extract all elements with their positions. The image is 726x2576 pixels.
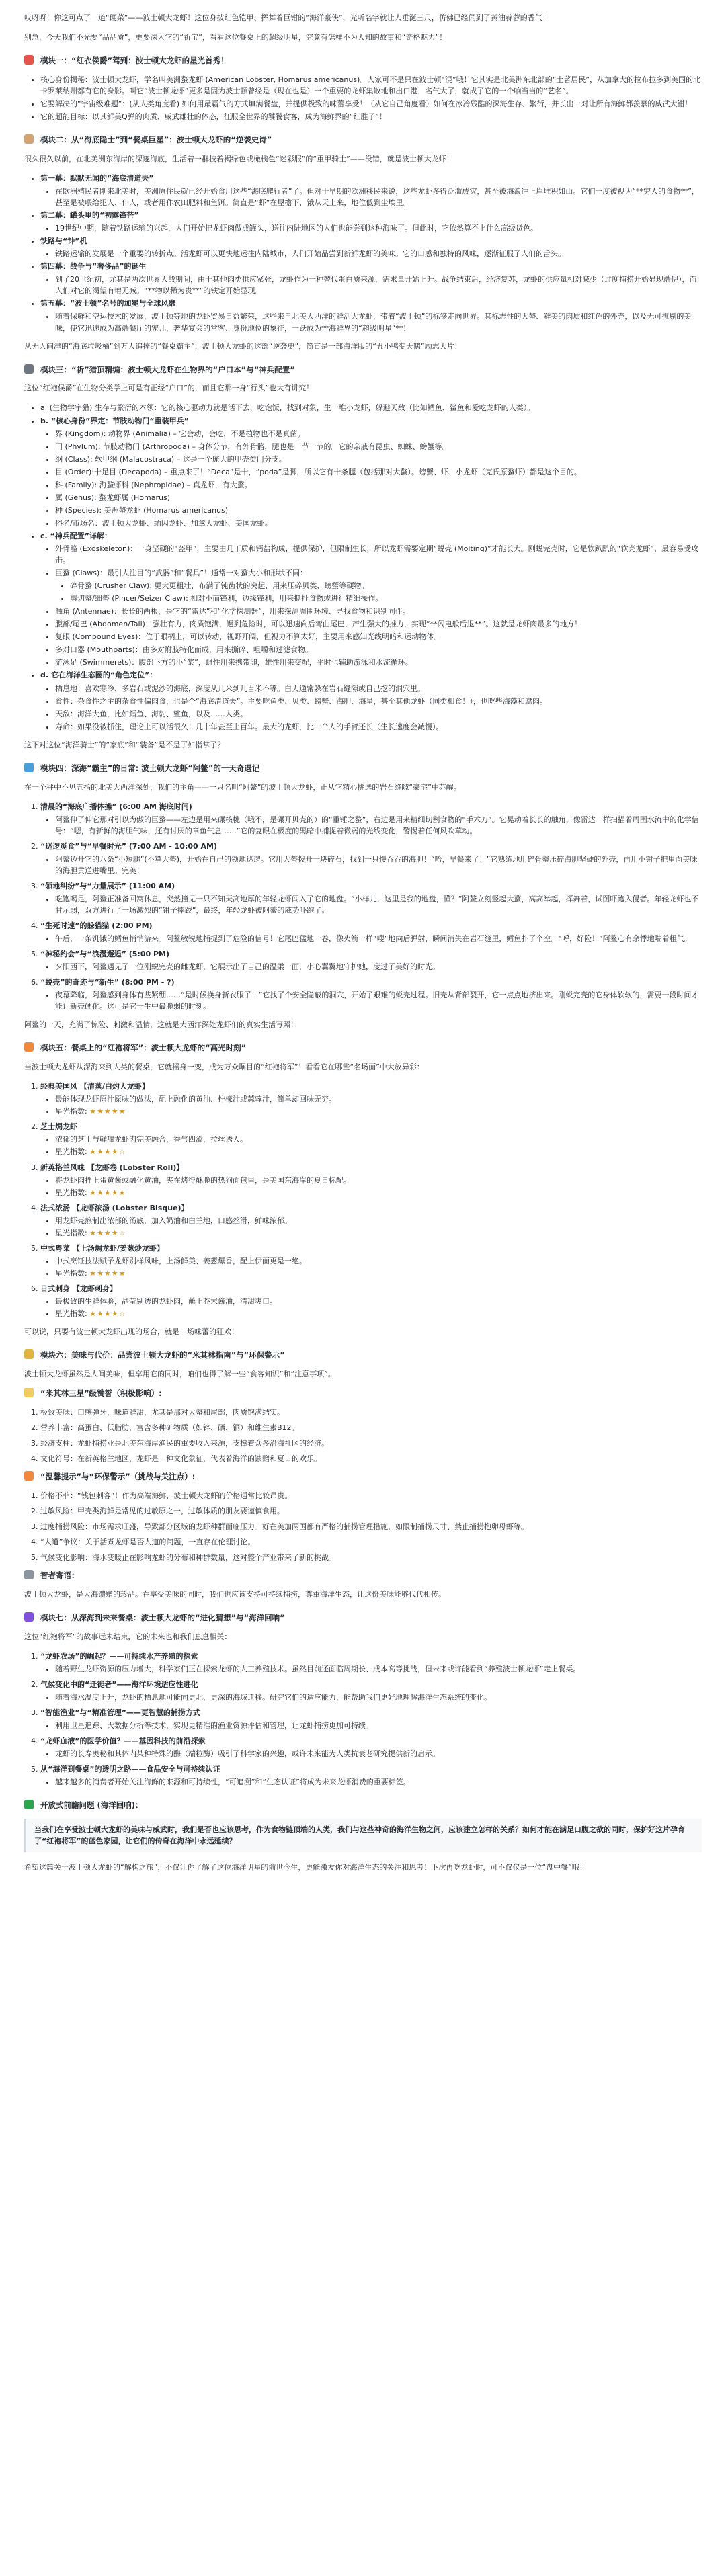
module-4-lead: 在一个秤中不见五指的北美大西洋深处，我们的主角——一只名叫“阿鳌”的波士顿大龙虾，正从它精心挑选的岩石缝隙“豪宅”中苏醒。 — [24, 782, 461, 792]
taxonomy-row: • 界 (Kingdom): 动物界 (Animalia) – 它会动，会吃，不是植物也不是真菌。 — [55, 428, 702, 440]
list-subitem: • 利用卫星追踪、大数据分析等技术，实现更精准的渔业资源评估和管理，让龙虾捕捞更加可持续。 — [55, 1720, 702, 1731]
feature-item-head: 巨螯 (Claws)：最引人注目的“武器”和“餐具”！通常一对螯大小和形状不同： — [55, 569, 308, 578]
list-item — [40, 801, 702, 837]
list-item-head: d. 它在海洋生态圈的“角色定位”： — [40, 671, 157, 680]
dish-desc: • 中式烹饪技法赋予龙虾别样风味，上汤鲜美、姜葱爆香，配上伊面更是一绝。 — [55, 1255, 702, 1267]
list-item: 2. 营养丰富：高蛋白、低脂肪，富含多种矿物质（如锌、硒、铜）和维生素B12。 — [40, 1422, 702, 1434]
dish-name: 中式粤菜 【上汤焗龙虾/姜葱炒龙虾】 — [40, 1243, 164, 1253]
module-6-sub-c-title — [24, 1570, 702, 1582]
dish-item — [40, 1243, 702, 1279]
list-item — [40, 261, 702, 296]
list-item — [40, 235, 702, 259]
intro-paragraph-2: 别急，今天我们不光要“品品质”，更要深入它的“祈宝”，看看这位餐桌上的超级明星，究竟有怎样不为人知的故事和“奇格魅力”！ — [24, 33, 447, 42]
feature-item: • 腹部/尾巴 (Abdomen/Tail)：强壮有力，肉质饱满，遇到危险时，可以迅速向后弯曲尾巴，产生强大的推力，实现“**闪电般后退**”。这就是龙虾肉最多的地方！ — [55, 618, 702, 630]
list-item: • 它要解决的“宇宙级难题”：(从人类角度看) 如何用最霸气的方式填满餐盘，并提供极致的味蕾享受！（从它自己角度看）如何在冰冷残酷的深海生存、繁衍，并长出一对让所有海鲜都羡慕的威武大钳！ — [40, 98, 702, 110]
list-item: 4. “人道”争议：关于活煮龙虾是否人道的问题，一直存在伦理讨论。 — [40, 1536, 702, 1548]
list-item — [40, 920, 702, 944]
module-4-title-text: 模块四：深海“霸主”的日常: 波士顿大龙虾“阿鳌”的一天奇遇记 — [40, 763, 260, 773]
list-subitem: • 19世纪中期，随着铁路运输的兴起，人们开始把龙虾肉做成罐头，送往内陆地区的人们也能尝到这种海味了。但此时，它依然算不上什么高级货色。 — [55, 222, 702, 234]
list-item-head: “领地纠纷”与“力量展示” (11:00 AM) — [40, 881, 175, 890]
list-item — [40, 173, 702, 208]
star-rating: ★★★★★ — [89, 1268, 126, 1278]
feature-item: • 多对口器 (Mouthparts)：由多对附肢特化而成，用来撕碎、咀嚼和过滤食物。 — [55, 644, 702, 655]
list-item-head: “智能渔业”与“精准管理”——更智慧的捕捞方式 — [40, 1708, 200, 1717]
list-item — [40, 1735, 702, 1759]
dish-desc: • 用龙虾壳熬制出浓郁的汤底，加入奶油和白兰地，口感丝滑，鲜味浓郁。 — [55, 1215, 702, 1227]
feature-item: • 复眼 (Compound Eyes)：位于眼柄上，可以转动，视野开阔，但视力不算太好，主要用来感知光线明暗和运动物体。 — [55, 631, 702, 642]
list-item: 3. 过度捕捞风险：市场需求旺盛，导致部分区域的龙虾种群面临压力。好在美加两国都有严格的捕捞管理措施，如限制捕捞尺寸、禁止捕捞抱卵母虾等。 — [40, 1521, 702, 1532]
list-item-head: 清晨的“海底广播体操” (6:00 AM 海底时间) — [40, 802, 192, 811]
globe-icon — [24, 1800, 34, 1809]
list-item-head: 从“海洋到餐桌”的透明之路——食品安全与可持续认证 — [40, 1765, 220, 1774]
star-rating: ★★★★☆ — [89, 1309, 126, 1319]
module-6-sub-b-title-text: “温馨提示”与“环保警示”（挑战与关注点）: — [40, 1472, 196, 1481]
ecology-row: • 栖息地：喜欢寒冷、多岩石或泥沙的海底，深度从几米到几百米不等。白天通常躲在岩石缝隙或自己挖的洞穴里。 — [55, 683, 702, 694]
module-7-lead: 这位“红袍将军”的故事远未结束，它的未来也和我们息息相关： — [24, 1632, 232, 1641]
dish-name: 新英格兰风味 【龙虾卷 (Lobster Roll)】 — [40, 1163, 184, 1172]
module-6-sub-a-title-text: “米其林三星”级赞誉（积极影响）: — [40, 1388, 162, 1398]
list-subitem: • 夕阳西下，阿鳌遇见了一位刚蜕完壳的雌龙虾，它展示出了自己的温柔一面，小心翼翼地守护她，度过了美好的时光。 — [55, 961, 702, 972]
thumbs-up-icon — [24, 1388, 34, 1397]
list-item-head: 铁路与“钟”机 — [40, 237, 87, 246]
ecology-row: • 食性：杂食性之主的杂食性偏肉食，也是个“海底清道夫”。主要吃鱼类、贝类、螃蟹、海胆、海星，甚至其他龙虾（同类相食！），也吃些海藻和腐肉。 — [55, 696, 702, 707]
module-1-title-text: 模块一：“红衣侯爵”驾到：波士顿大龙虾的星光首秀！ — [40, 56, 229, 66]
dish-desc: • 最能体现龙虾原汁原味的做法，配上融化的黄油、柠檬汁或蒜蓉汁，简单却回味无穷。 — [55, 1093, 702, 1105]
module-5-lead: 当波士顿大龙虾从深海来到人类的餐桌，它就摇身一变，成为万众瞩目的“红袍将军”！看看它在哪些“名场面”中大放异彩： — [24, 1063, 424, 1072]
list-item-head: “龙虾血液”的医学价值？——基因科技的前沿探索 — [40, 1737, 206, 1746]
list-subitem: • 随着保鲜和空运技术的发展，波士顿等地的龙虾贸易日益繁荣，这些来自北美大西洋的鲜活大龙虾，带着“波士顿”的标签走向世界。其标志性的大螯、鲜美的肉质和红色的外壳，以及无可挑剔的美味，使它迅速成为高端餐厅的宠儿，奢华宴会的常客、身份地位的象征，一跃成为**海鲜界的“超级明星”**！ — [55, 310, 702, 333]
module-5-title-text: 模块五：餐桌上的“红袍将军”：波士顿大龙虾的“高光时刻” — [40, 1043, 247, 1053]
module-5-outro: 可以说，只要有波士顿大龙虾出现的场合，就是一场味蕾的狂欢！ — [24, 1327, 239, 1337]
dish-name: 芝士焗龙虾 — [40, 1122, 77, 1132]
list-item: 5. 气候变化影响：海水变暖正在影响龙虾的分布和种群数量，这对整个产业带来了新的挑战。 — [40, 1552, 702, 1563]
list-subitem: • 越来越多的消费者开始关注海鲜的来源和可持续性，“可追溯”和“生态认证”将成为未来龙虾消费的重要标签。 — [55, 1776, 702, 1788]
list-item: 1. 极致美味：口感弹牙，味道鲜甜，尤其是那对大螯和尾部，肉质饱满结实。 — [40, 1407, 702, 1418]
module-2-lead: 很久很久以前，在北美洲东海岸的深邃海底，生活着一群披着褐绿色或橄榄色“迷彩服”的“重甲骑士”——没错，就是波士顿大龙虾！ — [24, 154, 454, 163]
crystal-ball-icon — [24, 1612, 34, 1622]
closing-final: 希望这篇关于波士顿大龙虾的“解构之旅”，不仅让你了解了这位海洋明星的前世今生，更能激发你对海洋生态的关注和思考！下次再吃龙虾时，可不仅仅是一位“盘中餐”哦！ — [24, 1863, 587, 1872]
module-4-title — [24, 763, 702, 775]
list-item: • a. (生物学宇猎) 生存与繁衍的本领：它的核心驱动力就是活下去，吃饱饭，找到对象，生一堆小龙虾，躲避天敌（比如鳕鱼、鲨鱼和爱吃龙虾的人类）。 — [40, 402, 702, 413]
module-2-list — [24, 173, 702, 334]
list-item-head: “龙虾农场”的崛起？——可持续水产养殖的探索 — [40, 1651, 198, 1661]
module-6-lead: 波士顿大龙虾虽然是人间美味，但享用它的同时，咱们也得了解一些“食客知识”和“注意事项”。 — [24, 1369, 335, 1378]
list-subitem: • 铁路运输的发展是一个重要的转折点。活龙虾可以更快地运往内陆城市，人们开始品尝到新鲜龙虾的美味。它的口感和独特的风味，逐渐征服了人们的舌头。 — [55, 248, 702, 259]
module-7-list — [24, 1651, 702, 1788]
taxonomy-row: • 属 (Genus): 螯龙虾属 (Homarus) — [55, 492, 702, 503]
closing-title — [24, 1800, 702, 1812]
feature-item: • 游泳足 (Swimmerets)：腹部下方的小“桨”，雌性用来携带卵，雄性用来交配，平时也辅助游泳和水流循环。 — [55, 657, 702, 668]
module-6-sub-a-title — [24, 1388, 702, 1400]
list-item — [40, 841, 702, 876]
dish-desc: • 浓郁的芝士与鲜甜龙虾肉完美融合，香气四溢，拉丝诱人。 — [55, 1134, 702, 1145]
list-item: 2. 过敏风险：甲壳类海鲜是常见的过敏原之一，过敏体质的朋友要谨慎食用。 — [40, 1505, 702, 1517]
list-item-head: “巡逻觅食”与“早餐时光” (7:00 AM - 10:00 AM) — [40, 841, 217, 851]
dish-name: 经典美国风 【清蒸/白灼大龙虾】 — [40, 1082, 149, 1091]
module-3-title — [24, 364, 702, 376]
dish-item — [40, 1081, 702, 1117]
module-2-title-text: 模块二：从“海底隐士”到“餐桌巨星”：波士顿大龙虾的“逆袭史诗” — [40, 135, 272, 145]
list-item-head: “蜕壳”的奇迹与“新生” (8:00 PM - ?) — [40, 978, 175, 987]
list-subitem: • 午后，一条饥饿的鳕鱼悄悄游来。阿鳌敏锐地捕捉到了危险的信号！它尾巴猛地一卷，像火箭一样“嗖”地向后弹射，瞬间消失在岩石缝里，鳕鱼扑了个空。“呼，好险！”阿鳌心有余悸地喘着粗气。 — [55, 933, 702, 944]
module-2-title — [24, 134, 702, 147]
feature-item — [55, 567, 702, 604]
list-item: • 它的超能目标：以其鲜美Q弹的肉质、威武雄壮的体态，征服全世界的饕餮食客，成为海鲜界的“红胜子”！ — [40, 111, 702, 122]
list-item: 3. 经济支柱：龙虾捕捞业是北美东海岸渔民的重要收入来源，支撑着众多沿海社区的经济。 — [40, 1438, 702, 1449]
dish-desc: • 最极致的生鲜体验，晶莹剔透的龙虾肉，蘸上芥末酱油，清甜爽口。 — [55, 1296, 702, 1307]
list-item — [40, 948, 702, 972]
dish-item — [40, 1202, 702, 1239]
module-7-title-text: 模块七：从深海到未来餐桌：波士顿大龙虾的“进化猜想”与“海洋回响” — [40, 1612, 285, 1622]
dish-desc: • 将龙虾肉拌上蛋黄酱或融化黄油，夹在烤得酥脆的热狗面包里，是美国东海岸的夏日标配。 — [55, 1175, 702, 1186]
list-item — [40, 1707, 702, 1731]
module-3-lead: 这位“红袍侯爵”在生物分类学上可是有正经“户口”的，而且它那一身“行头”也大有讲究！ — [24, 384, 314, 393]
list-subitem: • 夜幕降临，阿鳌感到身体有些紧绷……“是时候换身新衣服了！”它找了个安全隐蔽的洞穴，开始了艰难的蜕壳过程。旧壳从背部裂开，它一点点地挤出来。刚蜕完壳的它身体软软的，需要一段时间才能让新壳硬化。这可是它一生中最脆弱的时刻。 — [55, 989, 702, 1012]
dish-rating: • 星光指数: ★★★★☆ — [55, 1227, 702, 1239]
module-6-sub-c-text: 波士顿大龙虾，是大海馈赠的珍品。在享受美味的同时，我们也应该支持可持续捕捞，尊重海洋生态，让这份美味能够代代相传。 — [24, 1589, 446, 1599]
lobster-icon — [24, 55, 34, 65]
list-subitem: • 阿鳌迈开它的八条“小短腿”(不算大螯)，开始在自己的领地巡逻。它用大螯拨开一块碎石，找到一只慢吞吞的海胆！“哈，早餐来了！”它熟练地用碎骨螯压碎海胆坚硬的外壳，再用小钳子把里面美味的海胆黄送进嘴里。完美！ — [55, 854, 702, 876]
feature-item: • 触角 (Antennae)：长长的两根，是它的“雷达”和“化学探测器”，用来探测周围环境、寻找食物和识别同伴。 — [55, 606, 702, 617]
star-rating: ★★★★★ — [89, 1188, 126, 1197]
feature-subitem: • 剪切螯/细螯 (Pincer/Seizer Claw): 相对小而锋利，边缘锋利，用来撕扯食物或进行精细操作。 — [70, 593, 702, 604]
list-item-head: c. “神兵配置”详解： — [40, 531, 112, 540]
feature-subitem: • 碎骨螯 (Crusher Claw): 更大更粗壮，布满了钝齿状的突起，用来压碎贝类、螃蟹等硬物。 — [70, 580, 702, 591]
module-6-sub-a-list — [24, 1407, 702, 1464]
list-item — [40, 298, 702, 333]
module-5-list — [24, 1081, 702, 1319]
module-5-title — [24, 1042, 702, 1054]
module-6-title — [24, 1349, 702, 1362]
module-4-list — [24, 801, 702, 1013]
microscope-icon — [24, 364, 34, 374]
list-item — [40, 1679, 702, 1703]
list-item — [40, 210, 702, 234]
list-item — [40, 880, 702, 916]
dish-rating: • 星光指数: ★★★★☆ — [55, 1308, 702, 1319]
star-rating: ★★★★★ — [89, 1107, 126, 1116]
list-item-head: 第二幕：罐头里的“初露锋芒” — [40, 211, 139, 220]
list-item: 1. 价格不菲：“钱包刺客”！作为高端海鲜，波士顿大龙虾的价格通常比较昂贵。 — [40, 1490, 702, 1501]
module-1-list — [24, 74, 702, 122]
ecology-row: • 天敌：海洋大鱼，比如鳕鱼、海豹、鲨鱼，以及……人类。 — [55, 708, 702, 720]
list-subitem: • 到了20世纪初，尤其是两次世界大战期间，由于其他肉类供应紧张，龙虾作为一种替代蛋白质来源，需求量开始上升。战争结束后，经济复苏，龙虾的供应量相对减少（过度捕捞开始显现端倪），而人们对它的渴望有增无减。“**物以稀为贵**”的铁定开始显现。 — [55, 274, 702, 296]
module-6-title-text: 模块六：美味与代价：品尝波士顿大龙虾的“米其林指南”与“环保警示” — [40, 1350, 285, 1360]
list-item: • 核心身份揭秘：波士顿大龙虾，学名叫美洲螯龙虾 (American Lobster, Homarus americanus)。人家可不是只在波士顿“混”哦！它其实是北美洲东北部的“土著居民”，从加拿大的拉布拉多到美国的北卡罗莱纳州都有它的身影。叫它“波士顿龙虾”更多是因为波士顿曾经是（现在也是）一个重要的龙虾集散地和出口港，名气大了，就成了它的一个响当当的“艺名”。 — [40, 74, 702, 97]
module-3-title-text: 模块三：“祈”猎顶精编：波士顿大龙虾在生物界的“户口本”与“神兵配置” — [40, 364, 295, 374]
star-rating: ★★★★☆ — [89, 1228, 126, 1237]
list-item — [40, 415, 702, 529]
list-subitem: • 随着海水温度上升，龙虾的栖息地可能向更北、更深的海域迁移。研究它们的适应能力，能帮助我们更好地理解海洋生态系统的变化。 — [55, 1692, 702, 1703]
list-subitem: • 吃饱喝足，阿鳌正准备回窝休息，突然撞见一只不知天高地厚的年轻龙虾闯入了它的地盘。“小样儿，这里是我的地盘，懂？”阿鳌立刻竖起大螯，高高举起，挥舞着，试图吓跑入侵者。年轻龙虾也不甘示弱，双方进行了一场激烈的“钳子摔跤”，最终，年轻龙虾被阿鳌的威势吓跑了。 — [55, 893, 702, 916]
scale-icon — [24, 1349, 34, 1359]
list-subitem: • 龙虾的长寿奥秘和其体内某种特殊的酶（端粒酶）吸引了科学家的兴趣，或许未来能为人类抗衰老研究提供新的启示。 — [55, 1748, 702, 1759]
dish-rating: • 星光指数: ★★★★★ — [55, 1187, 702, 1198]
list-item-head: 第五幕：“波士顿”名号的加冕与全球风靡 — [40, 299, 176, 308]
closing-title-text: 开放式前瞻问题 (海洋回响)： — [40, 1800, 143, 1811]
taxonomy-row: • 目 (Order):十足目 (Decapoda) – 重点来了！“Deca”是十，“poda”是脚，所以它有十条腿（包括那对大螯）。螃蟹、虾、小龙虾（克氏原螯虾）都是这个目的。 — [55, 466, 702, 478]
module-7-title — [24, 1612, 702, 1624]
plate-icon — [24, 1042, 34, 1052]
list-subitem: • 在欧洲殖民者刚来北美时，美洲原住民就已经开始食用这些“海底爬行者”了。但对于早期的欧洲移民来说，这些龙虾多得泛滥成灾，甚至被海浪冲上岸堆积如山。它们一度被视为“**穷人的食物**”，甚至是被喂给犯人、仆人，或者用作农田肥料和鱼饵。简直是“虾”在屋檐下，饿从天上来，地位低到尘埃里。 — [55, 185, 702, 208]
dish-rating: • 星光指数: ★★★★☆ — [55, 1146, 702, 1157]
dish-item — [40, 1162, 702, 1198]
dish-item — [40, 1121, 702, 1157]
module-2-outro: 从无人问津的“海底垃圾桶”到万人追捧的“餐桌霸主”，波士顿大龙虾的这部“逆袭史”，简直是一部海洋版的“丑小鸭变天鹅”励志大片！ — [24, 341, 462, 351]
list-subitem: • 随着野生龙虾资源的压力增大，科学家们正在探索龙虾的人工养殖技术。虽然目前还面临周期长、成本高等挑战，但未来或许能看到“养殖波士顿龙虾”走上餐桌。 — [55, 1663, 702, 1675]
closing-question: 当我们在享受波士顿大龙虾的美味与威武时，我们是否也应该思考，作为食物链顶端的人类，我们与这些神奇的海洋生物之间，应该建立怎样的关系？如何才能在满足口腹之欲的同时，保护好这片孕育了“红袍将军”的蓝色家园，让它们的传奇在海洋中永远延续？ — [24, 1819, 702, 1852]
taxonomy-row: • 科 (Family): 海螯虾科 (Nephropidae) – 真龙虾，有大螯。 — [55, 479, 702, 491]
warning-icon — [24, 1471, 34, 1481]
module-1-title — [24, 55, 702, 67]
module-3-list — [24, 402, 702, 732]
scroll-icon — [24, 134, 34, 144]
dish-name: 日式刺身 【龙虾刺身】 — [40, 1284, 117, 1293]
module-6-sub-b-list — [24, 1490, 702, 1563]
taxonomy-row: • 俗名/市场名：波士顿大龙虾、缅因龙虾、加拿大龙虾、美国龙虾。 — [55, 517, 702, 529]
feature-item: • 外骨骼 (Exoskeleton)：一身坚硬的“盔甲”，主要由几丁质和钙盐构成，提供保护，但限制生长，所以龙虾需要定期“蜕壳 (Molting)”才能长大。刚蜕完壳时，它是软趴趴的“软壳龙虾”，最容易受攻击。 — [55, 543, 702, 566]
sage-icon — [24, 1570, 34, 1579]
dish-rating: • 星光指数: ★★★★★ — [55, 1106, 702, 1117]
list-item-head: 第一幕：默默无闻的“海底清道夫” — [40, 173, 154, 183]
list-item-head: “生死时速”的躲猫猫 (2:00 PM) — [40, 921, 153, 931]
list-item — [40, 977, 702, 1012]
list-item — [40, 1651, 702, 1675]
dish-item — [40, 1283, 702, 1319]
dish-name: 法式浓汤 【龙虾浓汤 (Lobster Bisque)】 — [40, 1203, 189, 1212]
wave-icon — [24, 763, 34, 772]
module-3-outro: 这下对这位“海洋骑士”的“家底”和“装备”是不是了如指掌了？ — [24, 740, 225, 749]
star-rating: ★★★★☆ — [89, 1147, 126, 1157]
list-item-head: “神秘约会”与“浪漫邂逅” (5:00 PM) — [40, 950, 169, 959]
module-6-sub-b-title — [24, 1471, 702, 1483]
list-item-head: b. “核心身份”界定：节肢动物门“重装甲兵” — [40, 416, 189, 425]
list-item-head: 气候变化中的“迁徙者”——海洋环境适应性进化 — [40, 1679, 198, 1689]
list-item — [40, 1763, 702, 1788]
list-item — [40, 530, 702, 669]
dish-rating: • 星光指数: ★★★★★ — [55, 1268, 702, 1279]
list-item: 4. 文化符号：在新英格兰地区，龙虾是一种文化象征，代表着海洋的馈赠和夏日的欢乐。 — [40, 1453, 702, 1464]
list-item — [40, 669, 702, 732]
taxonomy-row: • 门 (Phylum): 节肢动物门 (Arthropoda) – 身体分节，有外骨骼，腿也是一节一节的。它的亲戚有昆虫、蜘蛛、螃蟹等。 — [55, 441, 702, 452]
list-item-head: 第四幕：战争与“奢侈品”的诞生 — [40, 262, 147, 272]
taxonomy-row: • 纲 (Class): 软甲纲 (Malacostraca) – 这是一个庞大的甲壳类门分支。 — [55, 454, 702, 465]
list-subitem: • 阿鳌伸了伸它那对引以为傲的巨螯——左边是用来碾核桃（哦不，是碾开贝壳的）的“重锤之螯”，右边是用来精细切割食物的“手术刀”。它晃动着长长的触角，像雷达一样扫描着周围水流中的化学信号：“嗯，有新鲜的海胆气味，还有讨厌的章鱼气息……”它的复眼在极度的黑暗中捕捉着微弱的光线变化，警惕着任何风吹草动。 — [55, 814, 702, 837]
taxonomy-row: • 种 (Species): 美洲螯龙虾 (Homarus americanus) — [55, 505, 702, 516]
module-4-outro: 阿鳌的一天，充满了惊险、刺激和温情，这就是大西洋深处龙虾们的真实生活写照！ — [24, 1020, 298, 1030]
module-6-sub-c-title-text: 智者寄语： — [40, 1571, 79, 1581]
ecology-row: • 寿命：如果没被抓住，理论上可以活很久！几十年甚至上百年。最大的龙虾，比一个人的手臂还长（生长速度会减慢）。 — [55, 721, 702, 733]
intro-paragraph-1: 哎呀呀！你这可点了一道“硬菜”——波士顿大龙虾！这位身披红色铠甲、挥舞着巨钳的“海洋豪侠”，光听名字就让人垂涎三尺，仿佛已经闻到了黄油蒜蓉的香气！ — [24, 13, 550, 22]
